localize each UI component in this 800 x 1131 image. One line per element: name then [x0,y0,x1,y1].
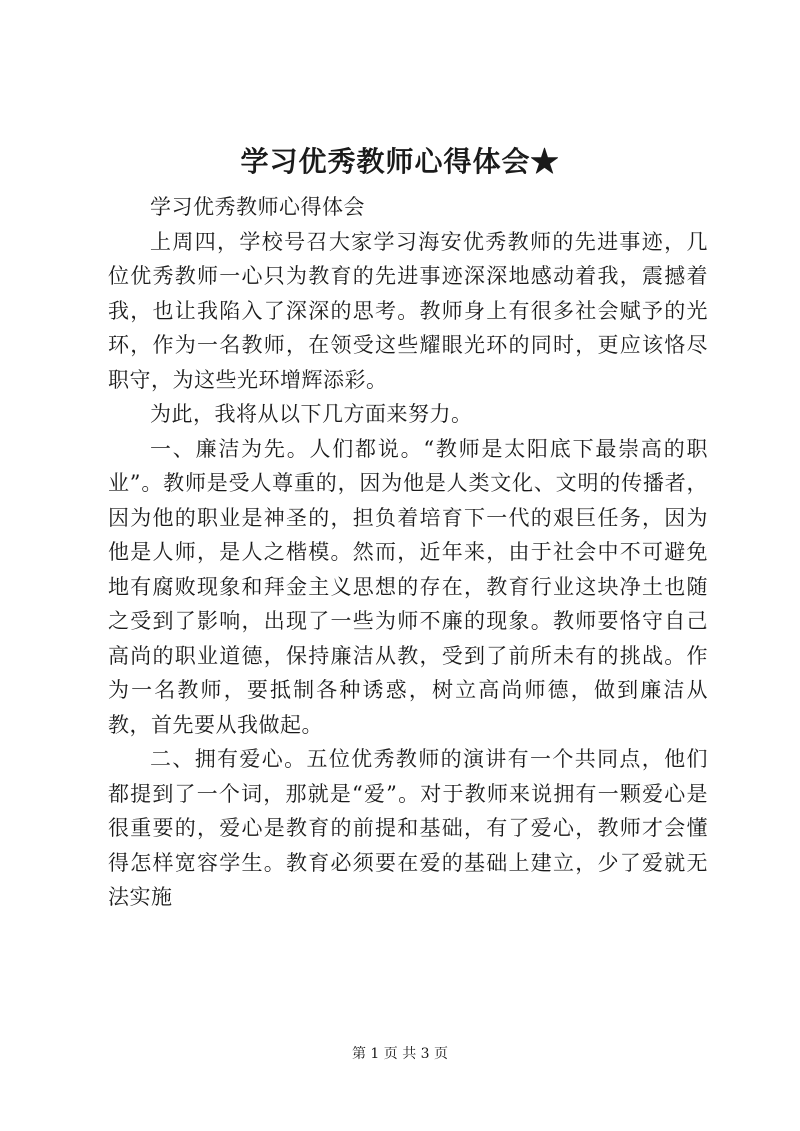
paragraph-subtitle: 学习优秀教师心得体会 [150,195,365,219]
document-title: 学习优秀教师心得体会★ [240,145,560,178]
paragraph-love: 二、拥有爱心。五位优秀教师的演讲有一个共同点，他们都提到了一个词，那就是“爱”。对于教师来说拥有一颗爱心是很重要的，爱心是教育的前提和基础，有了爱心，教师才会懂得怎样宽容学生。教育必须要在爱的基础上建立，少了爱就无法实施 [108,747,708,909]
paragraph-intro: 上周四，学校号召大家学习海安优秀教师的先进事迹，几位优秀教师一心只为教育的先进事迹深深地感动着我，震撼着我，也让我陷入了深深的思考。教师身上有很多社会赋予的光环，作为一名教师，在领受这些耀眼光环的同时，更应该恪尽职守，为这些光环增辉添彩。 [108,229,708,392]
page-footer: 第 1 页 共 3 页 [351,1046,449,1062]
document-body [108,190,708,915]
paragraph-integrity: 一、廉洁为先。人们都说。“教师是太阳底下最崇高的职业”。教师是受人尊重的，因为他是人类文化、文明的传播者，因为他的职业是神圣的，担负着培育下一代的艰巨任务，因为他是人师，是人之楷模。然而，近年来，由于社会中不可避免地有腐败现象和拜金主义思想的存在，教育行业这块净土也随之受到了影响，出现了一些为师不廉的现象。教师要恪守自己高尚的职业道德，保持廉洁从教，受到了前所未有的挑战。作为一名教师，要抵制各种诱惑，树立高尚师德，做到廉洁从教，首先要从我做起。 [108,436,708,737]
paragraph-plan: 为此，我将从以下几方面来努力。 [150,402,473,426]
